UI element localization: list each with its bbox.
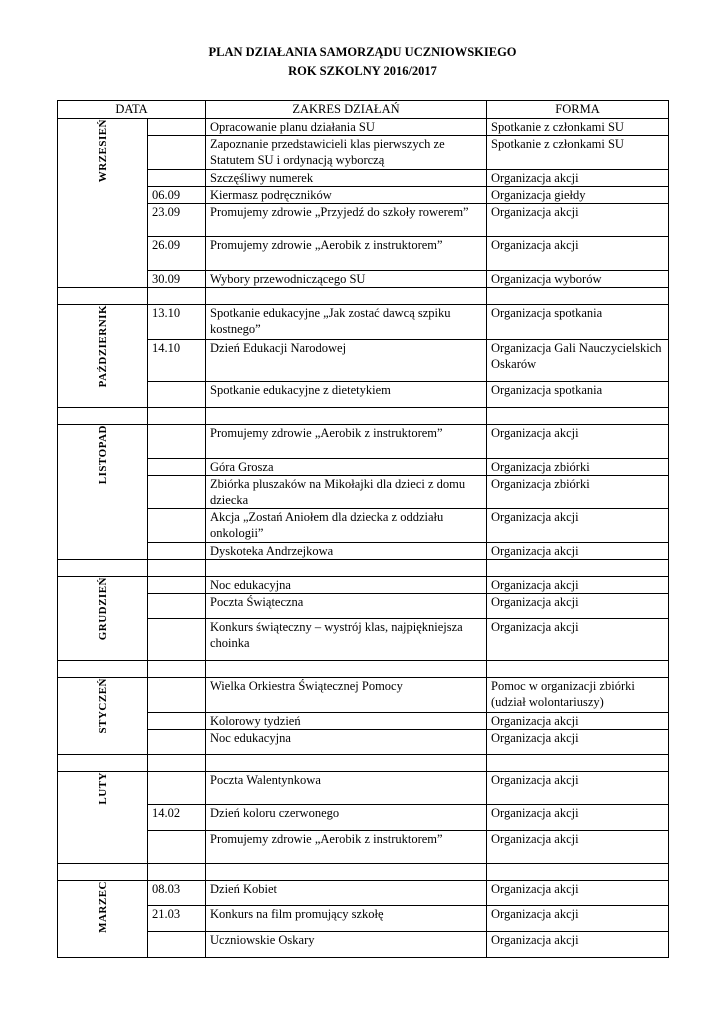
header-row: [58, 101, 669, 119]
table-row: [58, 805, 669, 831]
empty-cell: [487, 408, 669, 425]
table-row: [58, 713, 669, 730]
scope-cell: Noc edukacyjna: [206, 730, 487, 755]
scope-cell: Noc edukacyjna: [206, 577, 487, 594]
date-cell: [148, 476, 206, 509]
form-cell: Spotkanie z członkami SU: [487, 119, 669, 136]
empty-cell: [206, 661, 487, 678]
form-cell: Organizacja akcji: [487, 204, 669, 237]
table-row: [58, 237, 669, 271]
date-cell: [148, 382, 206, 408]
form-cell: Organizacja zbiórki: [487, 459, 669, 476]
scope-cell: Opracowanie planu działania SU: [206, 119, 487, 136]
table-row: [58, 305, 669, 340]
form-cell: Organizacja akcji: [487, 881, 669, 906]
date-cell: 08.03: [148, 881, 206, 906]
scope-cell: Promujemy zdrowie „Aerobik z instruktorem”: [206, 831, 487, 864]
table-row: [58, 543, 669, 560]
date-cell: 14.10: [148, 340, 206, 382]
month-label-cell: [58, 881, 148, 958]
table-row: [58, 594, 669, 619]
date-cell: [148, 459, 206, 476]
table-row: [58, 577, 669, 594]
empty-cell: [58, 288, 148, 305]
table-row: [58, 619, 669, 661]
document-title: PLAN DZIAŁANIA SAMORZĄDU UCZNIOWSKIEGO: [208, 45, 517, 59]
date-cell: 26.09: [148, 237, 206, 271]
date-cell: [148, 619, 206, 661]
date-cell: [148, 772, 206, 805]
separator-row: [58, 560, 669, 577]
scope-cell: Poczta Walentynkowa: [206, 772, 487, 805]
separator-row: [58, 288, 669, 305]
table-row: [58, 119, 669, 136]
date-cell: [148, 577, 206, 594]
form-cell: Spotkanie z członkami SU: [487, 136, 669, 170]
table-row: [58, 772, 669, 805]
scope-cell: Kolorowy tydzień: [206, 713, 487, 730]
table-row: [58, 136, 669, 170]
date-cell: 14.02: [148, 805, 206, 831]
table-row: [58, 459, 669, 476]
scope-cell: Dyskoteka Andrzejkowa: [206, 543, 487, 560]
date-cell: [148, 594, 206, 619]
month-label: WRZESIEŃ: [96, 119, 109, 183]
form-cell: Organizacja akcji: [487, 237, 669, 271]
date-cell: [148, 831, 206, 864]
separator-row: [58, 864, 669, 881]
separator-row: [58, 755, 669, 772]
scope-cell: Dzień Edukacji Narodowej: [206, 340, 487, 382]
empty-cell: [148, 408, 206, 425]
empty-cell: [206, 560, 487, 577]
scope-cell: Promujemy zdrowie „Aerobik z instruktorem”: [206, 237, 487, 271]
date-cell: 21.03: [148, 906, 206, 932]
date-cell: 13.10: [148, 305, 206, 340]
separator-row: [58, 408, 669, 425]
empty-cell: [58, 408, 148, 425]
scope-cell: Góra Grosza: [206, 459, 487, 476]
scope-cell: Promujemy zdrowie „Przyjedź do szkoły rowerem”: [206, 204, 487, 237]
scope-cell: Konkurs świąteczny – wystrój klas, najpiękniejsza choinka: [206, 619, 487, 661]
date-cell: 30.09: [148, 271, 206, 288]
table-row: [58, 271, 669, 288]
empty-cell: [148, 560, 206, 577]
empty-cell: [487, 560, 669, 577]
form-cell: Organizacja akcji: [487, 730, 669, 755]
form-cell: Organizacja akcji: [487, 831, 669, 864]
empty-cell: [148, 755, 206, 772]
table-row: [58, 187, 669, 204]
month-label-cell: [58, 425, 148, 560]
empty-cell: [58, 560, 148, 577]
scope-cell: Poczta Świąteczna: [206, 594, 487, 619]
header-scope: ZAKRES DZIAŁAŃ: [206, 101, 487, 119]
empty-cell: [58, 755, 148, 772]
scope-cell: Akcja „Zostań Aniołem dla dziecka z oddziału onkologii”: [206, 509, 487, 543]
table-row: [58, 906, 669, 932]
empty-cell: [206, 755, 487, 772]
table-row: [58, 730, 669, 755]
table-row: [58, 509, 669, 543]
date-cell: [148, 713, 206, 730]
empty-cell: [148, 864, 206, 881]
form-cell: Organizacja akcji: [487, 577, 669, 594]
date-cell: [148, 425, 206, 459]
form-cell: Organizacja akcji: [487, 425, 669, 459]
date-cell: 23.09: [148, 204, 206, 237]
month-label: LISTOPAD: [96, 425, 109, 485]
form-cell: Organizacja akcji: [487, 170, 669, 187]
scope-cell: Promujemy zdrowie „Aerobik z instruktorem”: [206, 425, 487, 459]
form-cell: Organizacja akcji: [487, 543, 669, 560]
scope-cell: Wielka Orkiestra Świątecznej Pomocy: [206, 678, 487, 713]
table-row: [58, 831, 669, 864]
form-cell: Organizacja zbiórki: [487, 476, 669, 509]
form-cell: Organizacja spotkania: [487, 305, 669, 340]
table-row: [58, 204, 669, 237]
form-cell: Pomoc w organizacji zbiórki (udział wolontariuszy): [487, 678, 669, 713]
scope-cell: Zbiórka pluszaków na Mikołajki dla dzieci z domu dziecka: [206, 476, 487, 509]
scope-cell: Dzień Kobiet: [206, 881, 487, 906]
form-cell: Organizacja akcji: [487, 619, 669, 661]
scope-cell: Szczęśliwy numerek: [206, 170, 487, 187]
month-label-cell: [58, 577, 148, 661]
separator-row: [58, 661, 669, 678]
month-label-cell: [58, 678, 148, 755]
date-cell: [148, 509, 206, 543]
empty-cell: [148, 661, 206, 678]
plan-table-body: [58, 119, 669, 958]
table-row: [58, 340, 669, 382]
scope-cell: Zapoznanie przedstawicieli klas pierwszych ze Statutem SU i ordynacją wyborczą: [206, 136, 487, 170]
date-cell: [148, 119, 206, 136]
empty-cell: [206, 288, 487, 305]
date-cell: [148, 678, 206, 713]
header-date: DATA: [58, 101, 206, 119]
table-row: [58, 678, 669, 713]
date-cell: [148, 543, 206, 560]
month-label: STYCZEŃ: [96, 678, 109, 734]
plan-table: [57, 100, 669, 958]
form-cell: Organizacja akcji: [487, 772, 669, 805]
scope-cell: Konkurs na film promujący szkołę: [206, 906, 487, 932]
form-cell: Organizacja akcji: [487, 932, 669, 958]
scope-cell: Spotkanie edukacyjne „Jak zostać dawcą szpiku kostnego”: [206, 305, 487, 340]
empty-cell: [487, 288, 669, 305]
form-cell: Organizacja akcji: [487, 906, 669, 932]
empty-cell: [487, 864, 669, 881]
date-cell: 06.09: [148, 187, 206, 204]
table-row: [58, 476, 669, 509]
form-cell: Organizacja Gali Nauczycielskich Oskarów: [487, 340, 669, 382]
month-label: PAŹDZIERNIK: [96, 305, 109, 388]
table-row: [58, 382, 669, 408]
form-cell: Organizacja akcji: [487, 713, 669, 730]
form-cell: Organizacja akcji: [487, 509, 669, 543]
month-label: GRUDZIEŃ: [96, 577, 109, 641]
scope-cell: Uczniowskie Oskary: [206, 932, 487, 958]
date-cell: [148, 932, 206, 958]
document-subtitle: ROK SZKOLNY 2016/2017: [288, 64, 437, 78]
month-label-cell: [58, 772, 148, 864]
form-cell: Organizacja giełdy: [487, 187, 669, 204]
scope-cell: Spotkanie edukacyjne z dietetykiem: [206, 382, 487, 408]
form-cell: Organizacja spotkania: [487, 382, 669, 408]
scope-cell: Wybory przewodniczącego SU: [206, 271, 487, 288]
month-label-cell: [58, 305, 148, 408]
table-row: [58, 170, 669, 187]
month-label: MARZEC: [96, 881, 109, 933]
scope-cell: Kiermasz podręczników: [206, 187, 487, 204]
month-label: LUTY: [96, 772, 109, 805]
form-cell: Organizacja akcji: [487, 594, 669, 619]
empty-cell: [58, 864, 148, 881]
empty-cell: [206, 864, 487, 881]
table-row: [58, 932, 669, 958]
date-cell: [148, 170, 206, 187]
form-cell: Organizacja wyborów: [487, 271, 669, 288]
empty-cell: [148, 288, 206, 305]
scope-cell: Dzień koloru czerwonego: [206, 805, 487, 831]
date-cell: [148, 730, 206, 755]
form-cell: Organizacja akcji: [487, 805, 669, 831]
month-label-cell: [58, 119, 148, 288]
table-row: [58, 881, 669, 906]
header-form: FORMA: [487, 101, 669, 119]
date-cell: [148, 136, 206, 170]
empty-cell: [487, 755, 669, 772]
empty-cell: [487, 661, 669, 678]
empty-cell: [206, 408, 487, 425]
empty-cell: [58, 661, 148, 678]
table-row: [58, 425, 669, 459]
